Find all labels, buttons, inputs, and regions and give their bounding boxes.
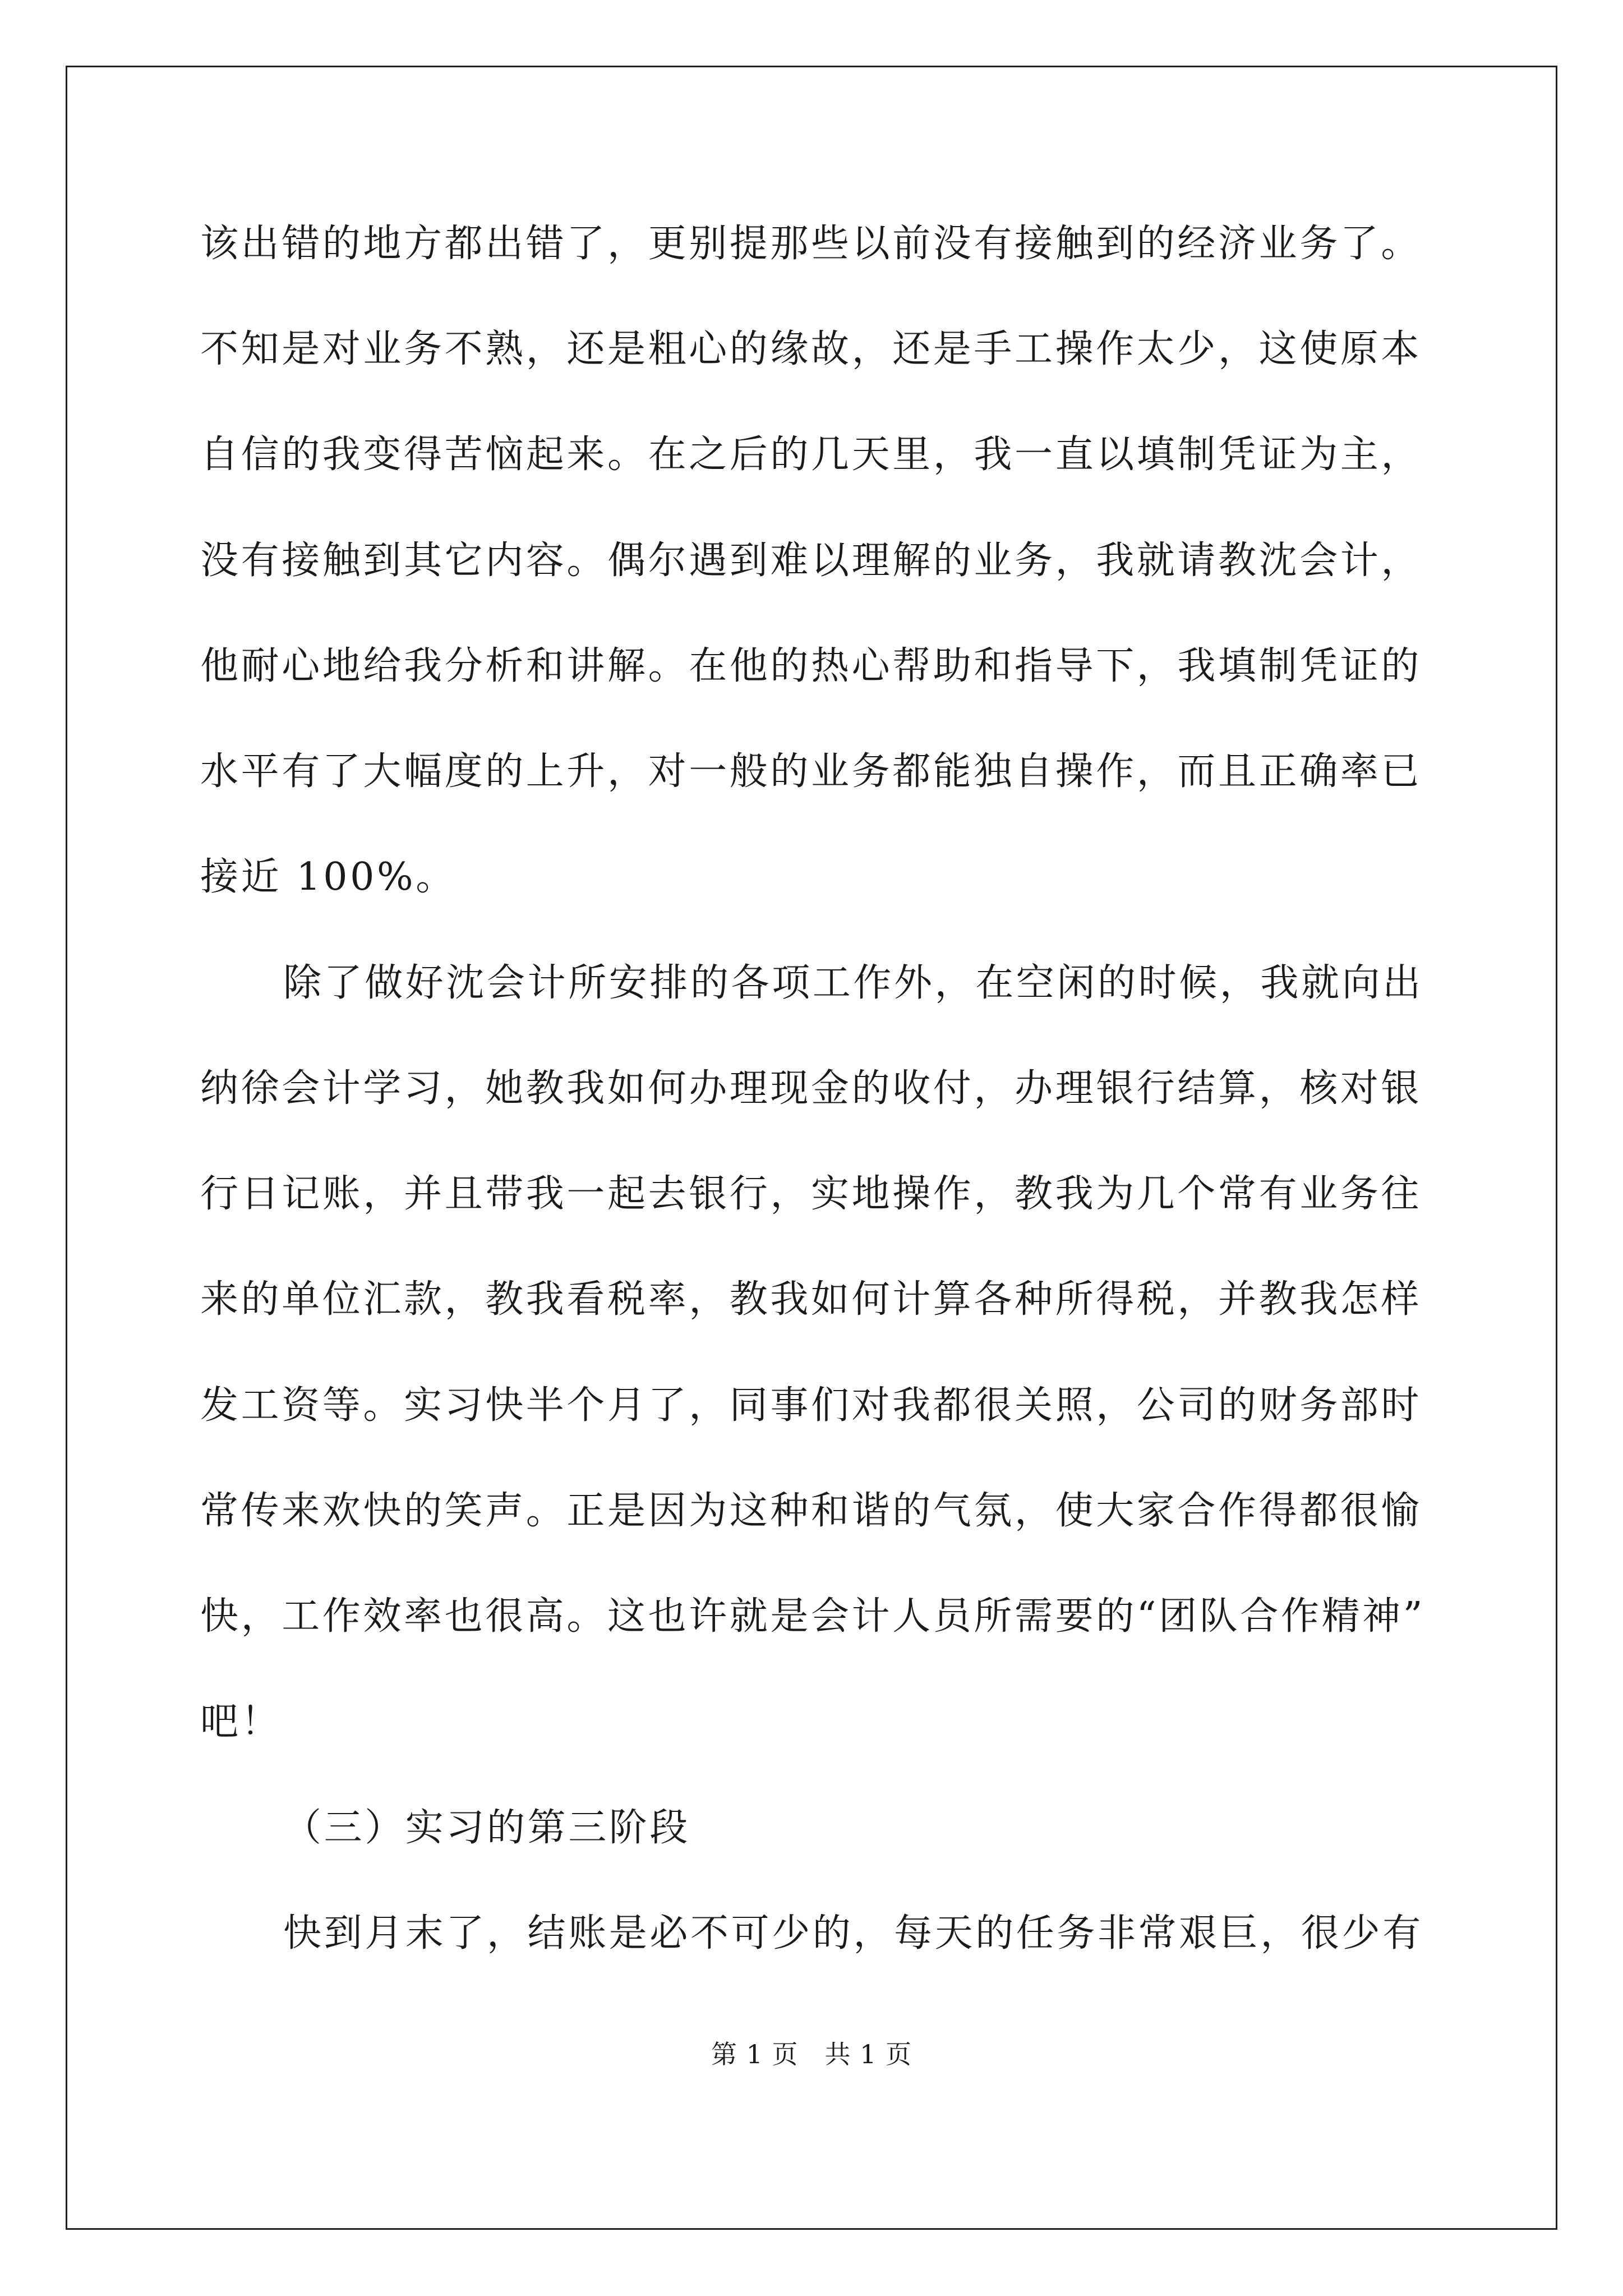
- text-line-11: 来的单位汇款，教我看税率，教我如何计算各种所得税，并教我怎样: [200, 1277, 1422, 1322]
- text-line-3: 自信的我变得苦恼起来。在之后的几天里，我一直以填制凭证为主，: [200, 432, 1422, 477]
- text-line-5: 他耐心地给我分析和讲解。在他的热心帮助和指导下，我填制凭证的: [200, 644, 1422, 688]
- text-line-12: 发工资等。实习快半个月了，同事们对我都很关照，公司的财务部时: [200, 1383, 1422, 1428]
- text-line-14: 快，工作效率也很高。这也许就是会计人员所需要的“团队合作精神”: [200, 1594, 1426, 1639]
- page-border: [66, 66, 1557, 2230]
- page-number-footer: 第 1 页 共 1 页: [711, 2039, 912, 2069]
- text-line-17: 快到月末了，结账是必不可少的，每天的任务非常艰巨，很少有: [283, 1911, 1423, 1955]
- text-line-2: 不知是对业务不熟，还是粗心的缘故，还是手工操作太少，这使原本: [200, 327, 1422, 371]
- text-line-7: 接近 100%。: [200, 855, 457, 899]
- text-line-1: 该出错的地方都出错了，更别提那些以前没有接触到的经济业务了。: [200, 222, 1422, 266]
- text-line-8: 除了做好沈会计所安排的各项工作外，在空闲的时候，我就向出: [283, 961, 1423, 1005]
- text-line-13: 常传来欢快的笑声。正是因为这种和谐的气氛，使大家合作得都很愉: [200, 1489, 1422, 1533]
- text-line-9: 纳徐会计学习，她教我如何办理现金的收付，办理银行结算，核对银: [200, 1066, 1422, 1111]
- section-heading: （三）实习的第三阶段: [283, 1806, 691, 1850]
- text-line-15: 吧！: [200, 1700, 282, 1744]
- text-line-10: 行日记账，并且带我一起去银行，实地操作，教我为几个常有业务往: [200, 1172, 1422, 1216]
- text-line-4: 没有接触到其它内容。偶尔遇到难以理解的业务，我就请教沈会计，: [200, 539, 1422, 583]
- text-line-6: 水平有了大幅度的上升，对一般的业务都能独自操作，而且正确率已: [200, 749, 1422, 794]
